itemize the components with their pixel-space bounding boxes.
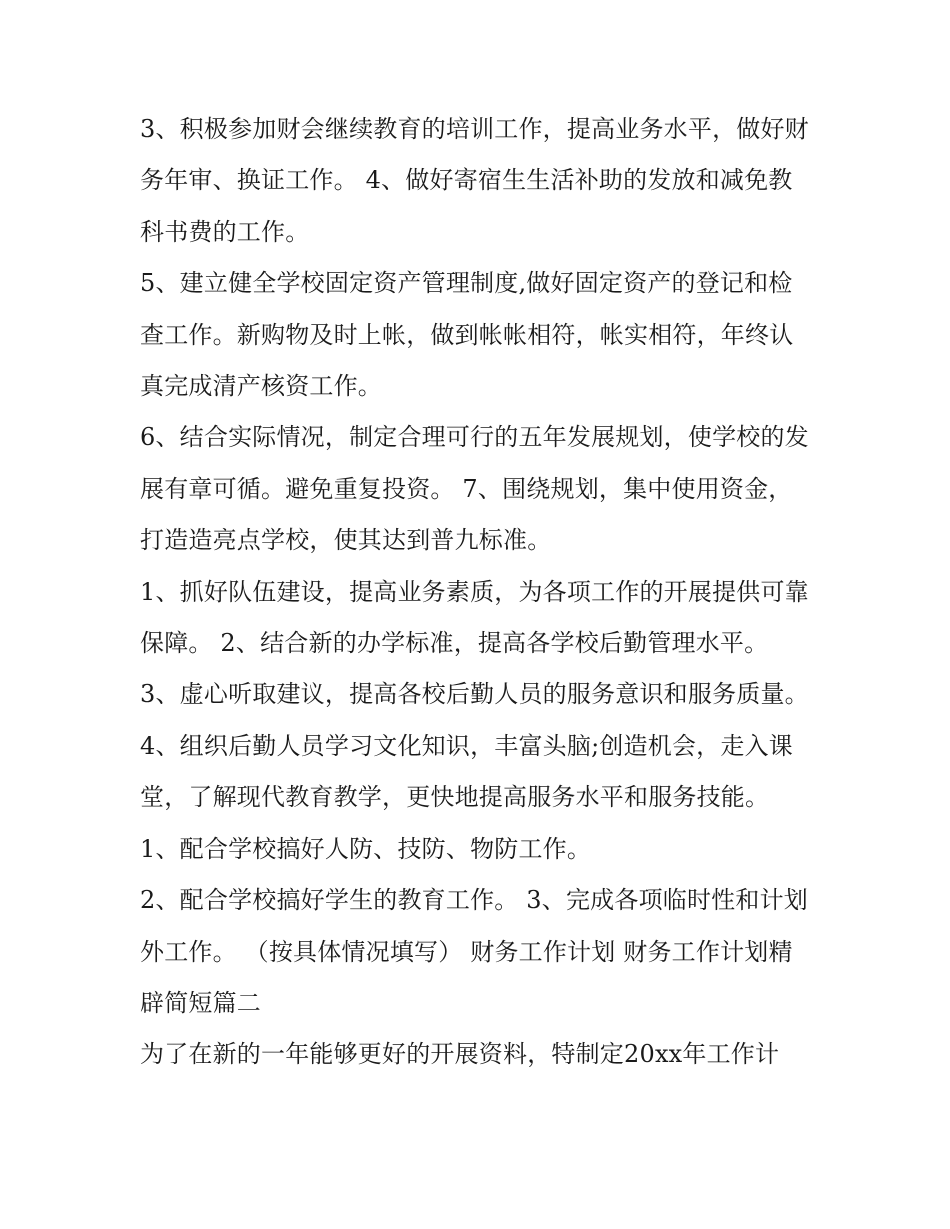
paragraph-2: 5、建立健全学校固定资产管理制度,做好固定资产的登记和检查工作。新购物及时上帐，做到帐帐相符，帐实相符，年终认真完成清产核资工作。 <box>140 269 794 401</box>
paragraph-3: 6、结合实际情况，制定合理可行的五年发展规划，使学校的发展有章可循。避免重复投资。 7、围绕规划，集中使用资金，打造造亮点学校，使其达到普九标准。 <box>140 423 809 555</box>
paragraph-9: 为了在新的一年能够更好的开展资料，特制定20xx年工作计 <box>140 1040 780 1069</box>
paragraph-1: 3、积极参加财会继续教育的培训工作，提高业务水平，做好财务年审、换证工作。 4、做好寄宿生生活补助的发放和减免教科书费的工作。 <box>140 115 809 246</box>
paragraph-7: 1、配合学校搞好人防、技防、物防工作。 <box>140 834 592 863</box>
paragraph-8: 2、配合学校搞好学生的教育工作。 3、完成各项临时性和计划外工作。 （按具体情况填写） 财务工作计划 财务工作计划精辟简短篇二 <box>140 886 808 1017</box>
paragraph-6: 4、组织后勤人员学习文化知识，丰富头脑;创造机会，走入课堂，了解现代教育教学，更快地提高服务水平和服务技能。 <box>140 731 793 812</box>
document-body <box>140 104 816 1081</box>
paragraph-5: 3、虚心听取建议，提高各校后勤人员的服务意识和服务质量。 <box>140 680 809 709</box>
paragraph-4: 1、抓好队伍建设，提高业务素质，为各项工作的开展提供可靠保障。 2、结合新的办学标准，提高各学校后勤管理水平。 <box>140 577 809 658</box>
